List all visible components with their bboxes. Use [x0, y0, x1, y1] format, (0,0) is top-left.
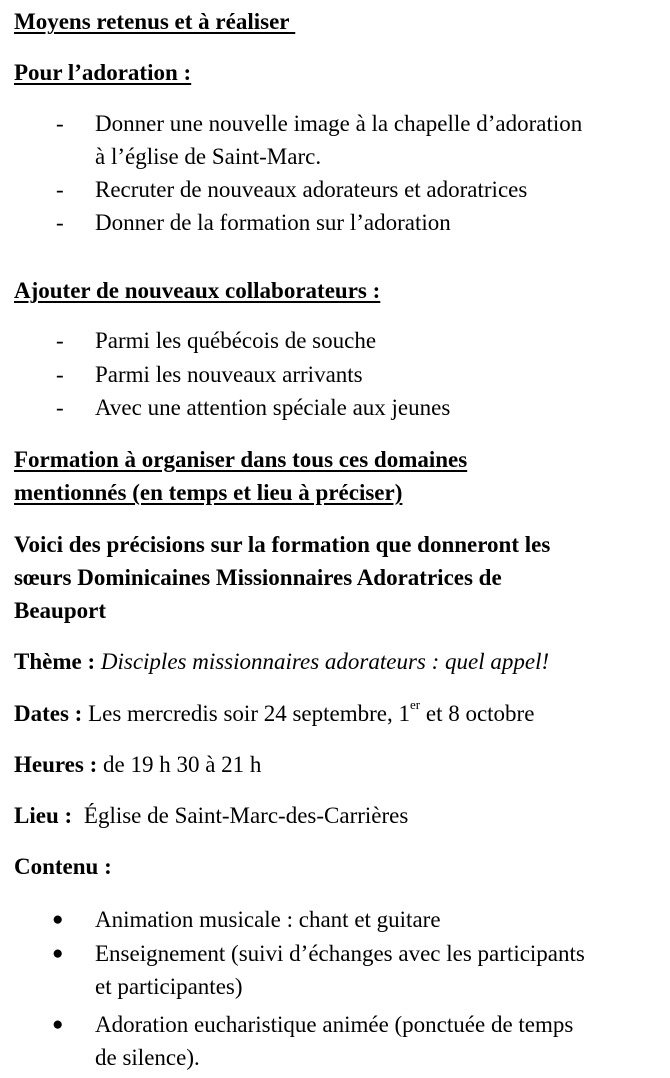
list-item-text: Donner de la formation sur l’adoration [95, 210, 451, 235]
bullet-item-text: Adoration eucharistique animée (ponctuée de temps [95, 1012, 574, 1037]
adoration-heading: Pour l’adoration : [14, 60, 192, 85]
list-item-text: Donner une nouvelle image à la chapelle d’adoration [95, 111, 583, 136]
bullet-item-text: et participantes) [95, 974, 243, 999]
lieu-value: Église de Saint-Marc-des-Carrières [83, 803, 409, 828]
dates-row [0, 697, 670, 730]
dash-marker: - [56, 177, 64, 202]
intro-line2: sœurs Dominicaines Missionnaires Adoratrices de [14, 565, 502, 590]
lieu-row [0, 799, 670, 832]
lieu-label: Lieu : [14, 803, 73, 828]
intro-line3: Beauport [14, 598, 106, 623]
list-item-text: à l’église de Saint-Marc. [95, 144, 322, 169]
dash-marker: - [56, 328, 64, 353]
heures-value: de 19 h 30 à 21 h [103, 752, 262, 777]
bullet-item-text: Enseignement (suivi d’échanges avec les participants [95, 941, 585, 966]
dates-value: Les mercredis soir 24 septembre, 1er et 8 octobre [88, 697, 535, 726]
bullet-icon: ● [52, 1014, 64, 1035]
bullet-icon: ● [52, 909, 64, 930]
list-item-text: Parmi les québécois de souche [95, 328, 377, 353]
heures-label: Heures : [14, 752, 98, 777]
heures-row [0, 748, 670, 781]
collaborateurs-heading: Ajouter de nouveaux collaborateurs : [14, 278, 381, 303]
list-item-text: Avec une attention spéciale aux jeunes [95, 395, 451, 420]
list-item-text: Parmi les nouveaux arrivants [95, 362, 363, 387]
theme-row [0, 645, 670, 678]
theme-label: Thème : [14, 649, 96, 674]
theme-value: Disciples missionnaires adorateurs : quel appel! [100, 649, 550, 674]
ordinal-suffix: er [410, 697, 421, 712]
dash-marker: - [56, 111, 64, 136]
dash-marker: - [56, 362, 64, 387]
dash-marker: - [56, 210, 64, 235]
contenu-label: Contenu : [14, 854, 112, 879]
formation-heading-line1: Formation à organiser dans tous ces domaines [14, 447, 468, 472]
dates-label: Dates : [14, 701, 83, 726]
main-heading: Moyens retenus et à réaliser [14, 9, 290, 34]
bullet-icon: ● [52, 943, 64, 964]
bullet-item-text: de silence). [95, 1045, 200, 1070]
bullet-item-text: Animation musicale : chant et guitare [95, 907, 441, 932]
dash-marker: - [56, 395, 64, 420]
formation-heading-line2: mentionnés (en temps et lieu à préciser) [14, 480, 403, 505]
list-item-text: Recruter de nouveaux adorateurs et adoratrices [95, 177, 528, 202]
intro-line1: Voici des précisions sur la formation que donneront les [14, 532, 551, 557]
